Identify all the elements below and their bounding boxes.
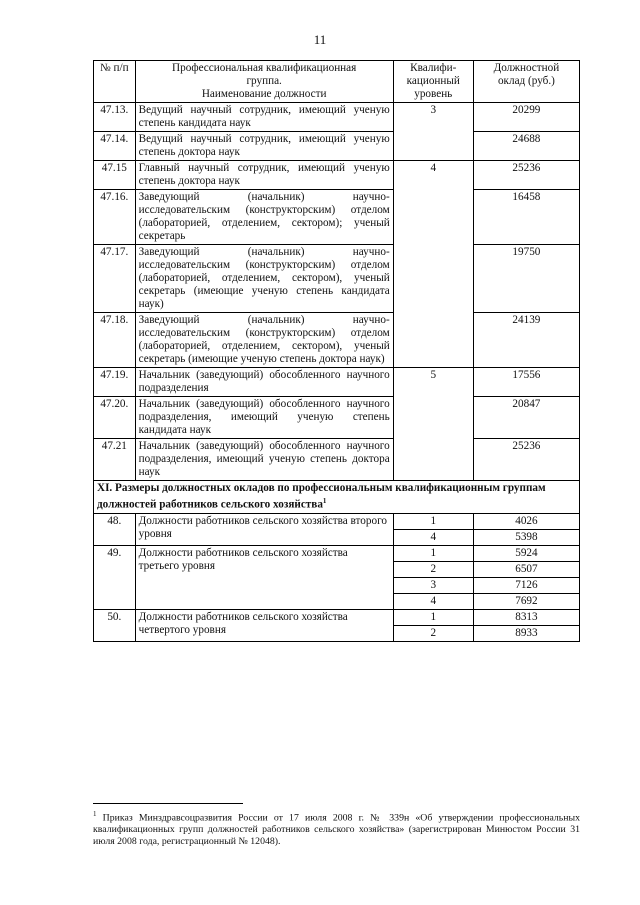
row-salary: 7692 (473, 593, 579, 609)
row-salary: 25236 (473, 161, 579, 190)
row-salary: 24139 (473, 313, 579, 368)
row-position-name: Ведущий научный сотрудник, имеющий ученую степень кандидата наук (135, 103, 393, 132)
row-salary: 7126 (473, 577, 579, 593)
header-num: № п/п (94, 61, 136, 103)
row-salary: 5398 (473, 529, 579, 545)
header-group-line1: Профессиональная квалификационная группа. (172, 62, 357, 87)
table-row (94, 245, 580, 313)
section-xi-title (94, 481, 580, 514)
row-level: 1 (393, 609, 473, 625)
row-level: 2 (393, 625, 473, 641)
table-row (94, 439, 580, 481)
table-row (94, 161, 580, 190)
row-level: 4 (393, 161, 473, 368)
row-level: 4 (393, 593, 473, 609)
row-position-name: Заведующий (начальник) научно-исследовательским (конструкторским) отделом (лабораторией, отделением, сектором), ученый секретарь (имеющие ученую степень кандидата наук) (135, 245, 393, 313)
row-position-name: Главный научный сотрудник, имеющий ученую степень доктора наук (135, 161, 393, 190)
row-num: 47.19. (94, 368, 136, 397)
row-num: 49. (94, 545, 136, 609)
row-num: 48. (94, 513, 136, 545)
row-num: 47.16. (94, 190, 136, 245)
row-salary: 6507 (473, 561, 579, 577)
row-num: 47.17. (94, 245, 136, 313)
row-num: 47.14. (94, 132, 136, 161)
row-salary: 16458 (473, 190, 579, 245)
table-row (94, 397, 580, 439)
table-row (94, 545, 580, 561)
row-num: 47.20. (94, 397, 136, 439)
row-level: 3 (393, 577, 473, 593)
row-salary: 17556 (473, 368, 579, 397)
footnote-text: Приказ Минздравсоцразвития России от 17 июля 2008 г. № 339н «Об утверждении профессиональных квалификационных групп должностей работников сельского хозяйства» (зарегистрирован Минюстом России 31 июля 2008 года, регистрационный № 12048). (93, 812, 581, 848)
row-num: 47.13. (94, 103, 136, 132)
row-salary: 24688 (473, 132, 579, 161)
header-group-line2: Наименование должности (201, 88, 327, 100)
row-level: 3 (393, 103, 473, 161)
row-level: 2 (393, 561, 473, 577)
row-num: 47.21 (94, 439, 136, 481)
table-row (94, 513, 580, 529)
row-position-name: Заведующий (начальник) научно-исследовательским (конструкторским) отделом (лабораторией, отделением, сектором); ученый секретарь (135, 190, 393, 245)
row-num: 47.15 (94, 161, 136, 190)
row-salary: 19750 (473, 245, 579, 313)
row-salary: 8933 (473, 625, 579, 641)
section-xi-footnote-mark: 1 (322, 497, 327, 505)
row-level: 1 (393, 545, 473, 561)
row-position-name: Заведующий (начальник) научно-исследовательским (конструкторским) отделом (лабораторией, отделением, сектором), ученый секретарь (имеющие ученую степень доктора наук) (135, 313, 393, 368)
row-level: 5 (393, 368, 473, 481)
row-num: 47.18. (94, 313, 136, 368)
header-group (135, 61, 393, 103)
row-level: 1 (393, 513, 473, 529)
row-salary: 8313 (473, 609, 579, 625)
table-row (94, 609, 580, 625)
row-salary: 25236 (473, 439, 579, 481)
page-number: 11 (313, 32, 327, 47)
footnote-mark: 1 (93, 810, 97, 818)
row-position-name: Должности работников сельского хозяйства третьего уровня (135, 545, 393, 609)
header-level: Квалифи-кационный уровень (393, 61, 473, 103)
footnote-separator (93, 803, 243, 804)
row-position-name: Ведущий научный сотрудник, имеющий ученую степень доктора наук (135, 132, 393, 161)
row-level: 4 (393, 529, 473, 545)
table-row (94, 368, 580, 397)
table-row (94, 313, 580, 368)
row-salary: 4026 (473, 513, 579, 529)
row-salary: 20847 (473, 397, 579, 439)
table-row (94, 190, 580, 245)
row-position-name: Начальник (заведующий) обособленного научного подразделения (135, 368, 393, 397)
row-salary: 5924 (473, 545, 579, 561)
header-salary: Должностной оклад (руб.) (473, 61, 579, 103)
salary-table (93, 60, 580, 642)
footnote (93, 808, 580, 848)
row-position-name: Начальник (заведующий) обособленного научного подразделения, имеющий ученую степень кандидата наук (135, 397, 393, 439)
section-xi-title-text: XI. Размеры должностных окладов по профессиональным квалификационным группам должностей работников сельского хозяйства (97, 482, 546, 511)
row-position-name: Начальник (заведующий) обособленного научного подразделения, имеющий ученую степень доктора наук (135, 439, 393, 481)
row-position-name: Должности работников сельского хозяйства второго уровня (135, 513, 393, 545)
row-num: 50. (94, 609, 136, 641)
row-position-name: Должности работников сельского хозяйства четвертого уровня (135, 609, 393, 641)
table-row (94, 132, 580, 161)
section-heading-row (94, 481, 580, 514)
table-row (94, 103, 580, 132)
table-header-row (94, 61, 580, 103)
row-salary: 20299 (473, 103, 579, 132)
